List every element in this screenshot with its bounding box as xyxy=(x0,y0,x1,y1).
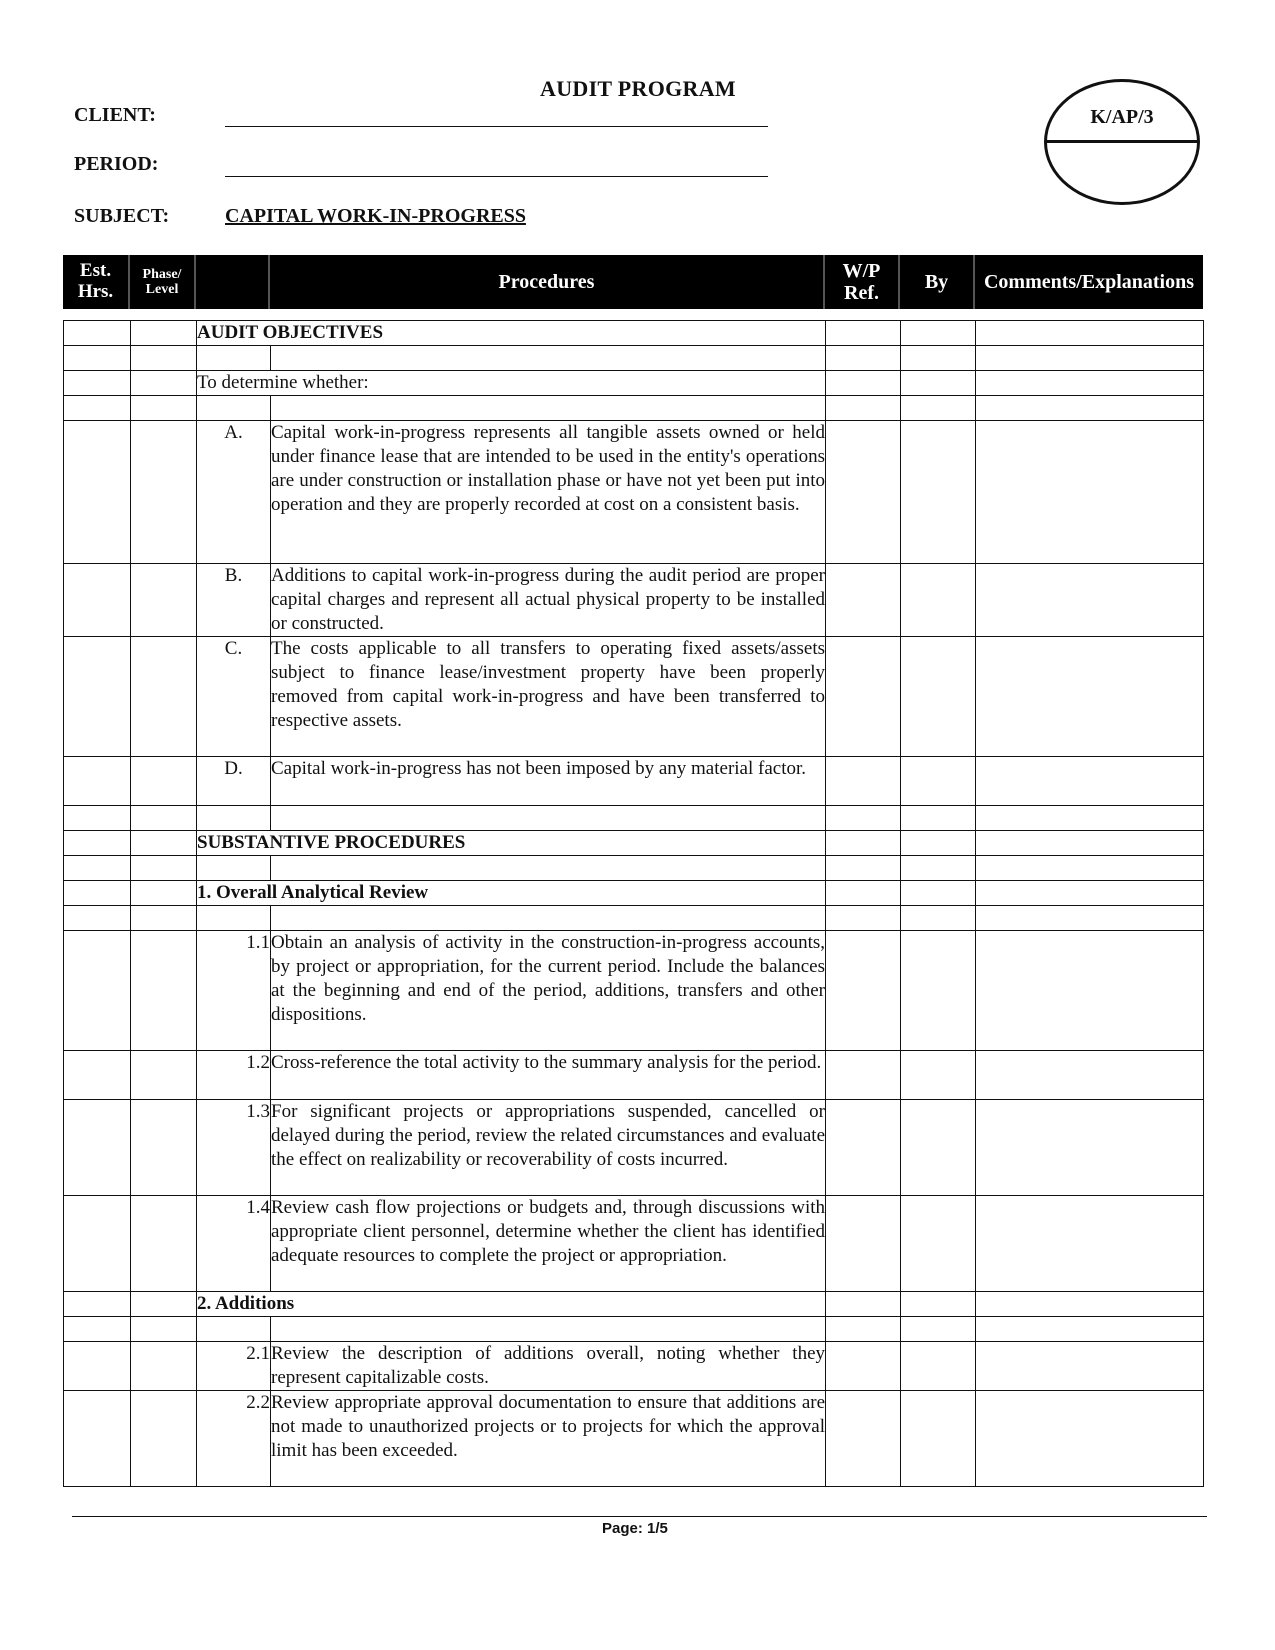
comments-cell[interactable] xyxy=(976,931,1204,1051)
by-cell[interactable] xyxy=(901,757,976,806)
by-cell[interactable] xyxy=(901,1051,976,1100)
table-row xyxy=(64,564,1204,637)
wp-ref-cell[interactable] xyxy=(826,321,901,346)
badge-divider xyxy=(1047,140,1197,143)
comments-cell[interactable] xyxy=(976,1391,1204,1487)
audit-procedures-table xyxy=(63,320,1204,1487)
client-label: CLIENT: xyxy=(74,104,156,126)
table-row xyxy=(64,321,1204,346)
wp-ref-cell[interactable] xyxy=(826,1196,901,1292)
procedure-text: Review cash flow projections or budgets and, through discussions with appropriate client personnel, determine whether the client has identified adequate resources to complete the project or appropriation. xyxy=(271,1196,826,1292)
table-row xyxy=(64,1391,1204,1487)
comments-cell[interactable] xyxy=(976,637,1204,757)
table-row xyxy=(64,757,1204,806)
wp-ref-cell[interactable] xyxy=(826,1051,901,1100)
wp-ref-cell[interactable] xyxy=(826,931,901,1051)
table-row xyxy=(64,421,1204,564)
table-row xyxy=(64,1317,1204,1342)
col-spacer xyxy=(196,255,270,309)
table-row xyxy=(64,906,1204,931)
objective-key: B. xyxy=(197,564,271,637)
subject-label: SUBJECT: xyxy=(74,205,170,227)
reference-badge xyxy=(1044,79,1200,205)
by-cell[interactable] xyxy=(901,1342,976,1391)
by-cell[interactable] xyxy=(901,1100,976,1196)
procedure-key: 1.1 xyxy=(197,931,271,1051)
table-row xyxy=(64,931,1204,1051)
table-header xyxy=(63,255,1203,309)
comments-cell[interactable] xyxy=(976,564,1204,637)
objective-text: Capital work-in-progress has not been imposed by any material factor. xyxy=(271,757,826,806)
procedure-text: Review the description of additions overall, noting whether they represent capitalizable costs. xyxy=(271,1342,826,1391)
by-cell[interactable] xyxy=(901,1391,976,1487)
by-cell[interactable] xyxy=(901,1196,976,1292)
table-row xyxy=(64,346,1204,371)
client-field[interactable] xyxy=(225,126,768,127)
subject-value: CAPITAL WORK-IN-PROGRESS xyxy=(225,205,526,227)
period-field[interactable] xyxy=(225,176,768,177)
wp-ref-cell[interactable] xyxy=(826,1342,901,1391)
by-cell[interactable] xyxy=(901,421,976,564)
comments-cell[interactable] xyxy=(976,1342,1204,1391)
substantive-heading: SUBSTANTIVE PROCEDURES xyxy=(197,831,826,856)
procedure-key: 2.1 xyxy=(197,1342,271,1391)
comments-cell[interactable] xyxy=(976,1100,1204,1196)
procedure-text: Review appropriate approval documentation to ensure that additions are not made to unauthorized projects or to projects for which the approval limit has been exceeded. xyxy=(271,1391,826,1487)
objective-text: Additions to capital work-in-progress during the audit period are proper capital charges and represent all actual physical property to be installed or constructed. xyxy=(271,564,826,637)
comments-cell[interactable] xyxy=(976,321,1204,346)
wp-ref-cell[interactable] xyxy=(826,564,901,637)
by-cell[interactable] xyxy=(901,564,976,637)
by-cell[interactable] xyxy=(901,321,976,346)
objectives-heading: AUDIT OBJECTIVES xyxy=(197,321,826,346)
by-cell[interactable] xyxy=(901,637,976,757)
est-hrs-cell[interactable] xyxy=(64,321,131,346)
col-wp-ref: W/P Ref. xyxy=(825,255,900,309)
comments-cell[interactable] xyxy=(976,421,1204,564)
col-comments: Comments/Explanations xyxy=(983,271,1195,293)
wp-ref-cell[interactable] xyxy=(826,1391,901,1487)
col-procedures: Procedures xyxy=(270,255,825,309)
by-cell[interactable] xyxy=(901,931,976,1051)
section-1-heading: 1. Overall Analytical Review xyxy=(197,881,826,906)
procedure-key: 1.2 xyxy=(197,1051,271,1100)
procedure-key: 1.3 xyxy=(197,1100,271,1196)
wp-ref-cell[interactable] xyxy=(826,1100,901,1196)
procedure-text: Cross-reference the total activity to the summary analysis for the period. xyxy=(271,1051,826,1100)
table-row xyxy=(64,881,1204,906)
reference-code: K/AP/3 xyxy=(1090,106,1154,128)
col-phase-level: Phase/ Level xyxy=(130,255,196,309)
table-row xyxy=(64,371,1204,396)
section-2-heading: 2. Additions xyxy=(197,1292,826,1317)
table-row xyxy=(64,1051,1204,1100)
table-row xyxy=(64,637,1204,757)
wp-ref-cell[interactable] xyxy=(826,421,901,564)
col-by: By xyxy=(900,255,975,309)
wp-ref-cell[interactable] xyxy=(826,637,901,757)
comments-cell[interactable] xyxy=(976,1196,1204,1292)
table-row xyxy=(64,1196,1204,1292)
phase-cell[interactable] xyxy=(131,321,197,346)
procedure-key: 2.2 xyxy=(197,1391,271,1487)
table-row xyxy=(64,856,1204,881)
table-row xyxy=(64,806,1204,831)
comments-cell[interactable] xyxy=(976,757,1204,806)
table-row xyxy=(64,396,1204,421)
footer-divider xyxy=(72,1516,1207,1517)
objective-key: C. xyxy=(197,637,271,757)
objective-text: The costs applicable to all transfers to operating fixed assets/assets subject to finance lease/investment property have been properly removed from capital work-in-progress and have been transferred to respective assets. xyxy=(271,637,826,757)
objectives-intro: To determine whether: xyxy=(197,371,826,396)
wp-ref-cell[interactable] xyxy=(826,757,901,806)
page-title: AUDIT PROGRAM xyxy=(540,76,736,101)
col-est-hrs: Est. Hrs. xyxy=(63,255,130,309)
procedure-key: 1.4 xyxy=(197,1196,271,1292)
period-label: PERIOD: xyxy=(74,153,159,175)
comments-cell[interactable] xyxy=(976,1051,1204,1100)
table-row xyxy=(64,1342,1204,1391)
procedure-text: Obtain an analysis of activity in the construction-in-progress accounts, by project or appropriation, for the current period. Include the balances at the beginning and end of the period, additions, transfers and other dispositions. xyxy=(271,931,826,1051)
table-row xyxy=(64,1100,1204,1196)
table-row xyxy=(64,831,1204,856)
objective-key: A. xyxy=(197,421,271,564)
procedure-text: For significant projects or appropriations suspended, cancelled or delayed during the period, review the related circumstances and evaluate the effect on realizability or recoverability of costs incurred. xyxy=(271,1100,826,1196)
objective-key: D. xyxy=(197,757,271,806)
page-number: Page: 1/5 xyxy=(602,1520,668,1537)
table-row xyxy=(64,1292,1204,1317)
objective-text: Capital work-in-progress represents all tangible assets owned or held under finance lease that are intended to be used in the entity's operations are under construction or installation phase or have not yet been put into operation and they are properly recorded at cost on a consistent basis. xyxy=(271,421,826,564)
